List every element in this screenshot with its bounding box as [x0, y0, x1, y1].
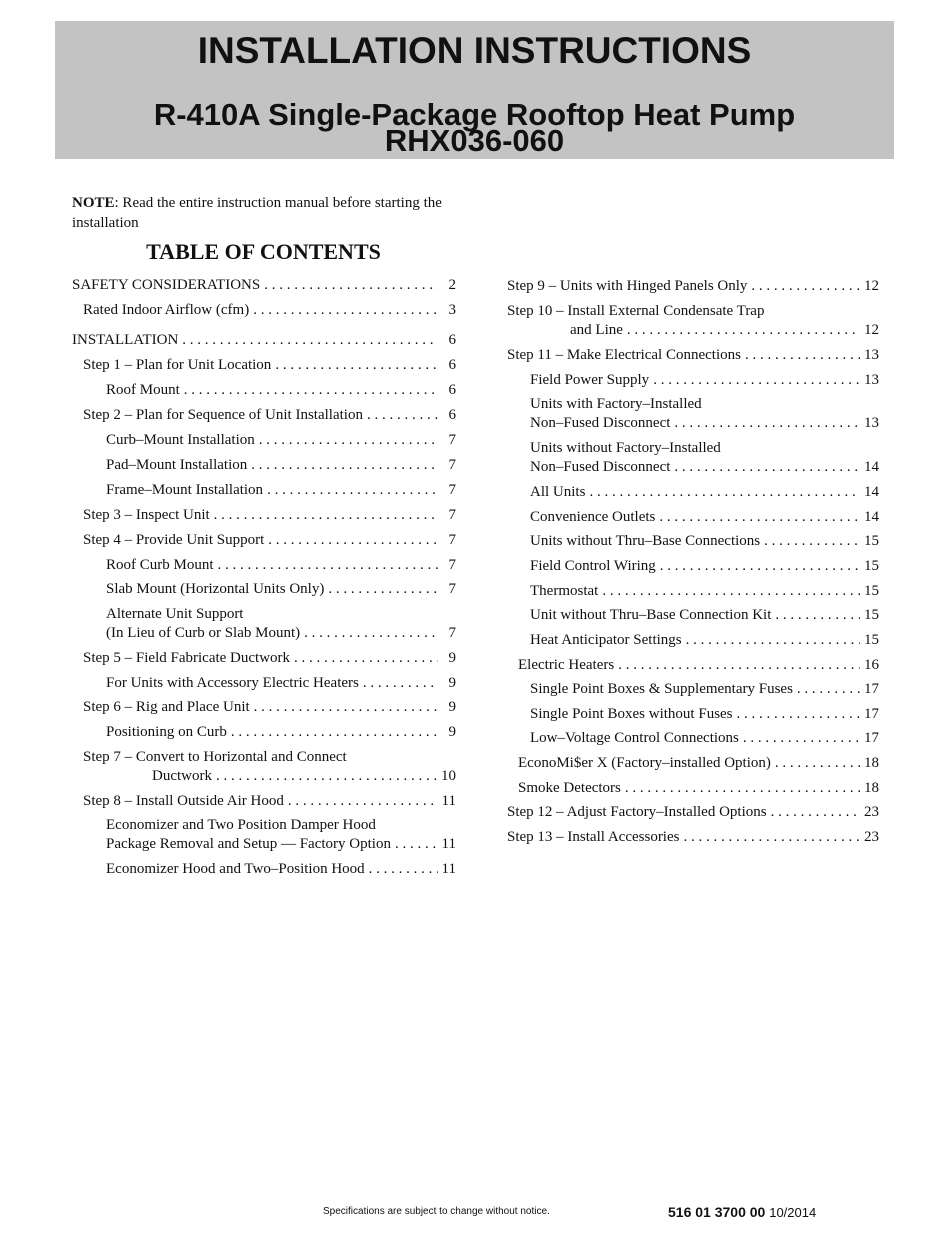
toc-page-number: 14 [864, 509, 879, 525]
toc-entry[interactable] [518, 656, 879, 675]
dot-leader [254, 698, 438, 717]
toc-entry-label: Single Point Boxes & Supplementary Fuses [530, 681, 793, 697]
toc-entry[interactable] [83, 356, 456, 375]
toc-entry-label: Field Control Wiring [530, 558, 656, 574]
toc-entry[interactable] [106, 431, 456, 450]
toc-entry-label: For Units with Accessory Electric Heaters [106, 675, 359, 691]
dot-leader [625, 779, 860, 798]
toc-page-number: 23 [864, 829, 879, 845]
toc-entry[interactable] [106, 381, 456, 400]
footer-catalog [668, 1204, 816, 1220]
toc-entry-label: Smoke Detectors [518, 780, 621, 796]
toc-page-number: 15 [864, 632, 879, 648]
toc-entry-label: Curb–Mount Installation [106, 432, 255, 448]
toc-entry[interactable] [83, 406, 456, 425]
dot-leader [395, 835, 438, 854]
toc-page-number: 15 [864, 533, 879, 549]
toc-entry[interactable] [530, 371, 879, 390]
dot-leader [268, 531, 438, 550]
toc-entry[interactable] [530, 395, 879, 433]
dot-leader [745, 346, 860, 365]
publication-date: 10/2014 [769, 1205, 817, 1220]
dot-leader [686, 631, 860, 650]
note-text: : Read the entire instruction manual before starting the installation [72, 195, 442, 231]
dot-leader [771, 803, 860, 822]
toc-entry-title-line: Units with Factory–Installed [530, 396, 702, 412]
toc-page-number: 18 [864, 755, 879, 771]
toc-entry[interactable] [83, 698, 456, 717]
catalog-number: 516 01 3700 00 [668, 1204, 766, 1220]
toc-entry-label: All Units [530, 484, 586, 500]
toc-entry-title-line: Step 10 – Install External Condensate Trap [507, 303, 765, 319]
toc-entry-label: Heat Anticipator Settings [530, 632, 682, 648]
toc-entry[interactable] [530, 606, 879, 625]
toc-entry-label: Step 4 – Provide Unit Support [83, 532, 265, 548]
dot-leader [182, 331, 438, 350]
model-number: RHX036-060 [384, 123, 565, 158]
toc-entry[interactable] [530, 680, 879, 699]
toc-page-number: 12 [864, 278, 879, 294]
toc-entry-label: Non–Fused Disconnect [530, 415, 671, 431]
toc-page-number: 16 [864, 657, 879, 673]
toc-page-number: 10 [441, 768, 456, 784]
toc-entry[interactable] [83, 649, 456, 668]
toc-entry[interactable] [72, 331, 456, 350]
toc-entry[interactable] [106, 556, 456, 575]
toc-page-number: 14 [864, 484, 879, 500]
dot-leader [367, 406, 438, 425]
toc-entry[interactable] [106, 816, 456, 854]
toc-entry-label: Step 6 – Rig and Place Unit [83, 699, 250, 715]
toc-page-number: 6 [448, 332, 456, 348]
dot-leader [737, 705, 860, 724]
toc-entry[interactable] [530, 483, 879, 502]
toc-entry-label: Step 3 – Inspect Unit [83, 507, 210, 523]
toc-entry[interactable] [106, 580, 456, 599]
toc-page-number: 18 [864, 780, 879, 796]
toc-entry-label: Economizer Hood and Two–Position Hood [106, 861, 365, 877]
toc-page-number: 7 [448, 581, 456, 597]
dot-leader [294, 649, 438, 668]
toc-entry-label: Step 2 – Plan for Sequence of Unit Installation [83, 407, 363, 423]
toc-entry[interactable] [530, 582, 879, 601]
toc-page-number: 11 [441, 836, 456, 852]
toc-entry[interactable] [106, 481, 456, 500]
dot-leader [218, 556, 438, 575]
document-title: INSTALLATION INSTRUCTIONS [197, 30, 752, 71]
toc-entry[interactable] [530, 532, 879, 551]
dot-leader [660, 557, 860, 576]
toc-entry[interactable] [507, 346, 879, 365]
toc-entry-label: Unit without Thru–Base Connection Kit [530, 607, 772, 623]
toc-entry-label: Positioning on Curb [106, 724, 227, 740]
toc-page-number: 9 [448, 724, 456, 740]
toc-entry-label: Rated Indoor Airflow (cfm) [83, 302, 250, 318]
dot-leader [653, 371, 860, 390]
dot-leader [288, 792, 438, 811]
dot-leader [674, 458, 860, 477]
dot-leader [683, 828, 860, 847]
toc-page-number: 17 [864, 681, 879, 697]
dot-leader [602, 582, 860, 601]
dot-leader [184, 381, 438, 400]
dot-leader [797, 680, 860, 699]
toc-entry-label: Non–Fused Disconnect [530, 459, 671, 475]
dot-leader [369, 860, 438, 879]
dot-leader [214, 506, 438, 525]
toc-entry-title-line: Units without Factory–Installed [530, 440, 721, 456]
toc-entry-label: Ductwork [152, 768, 212, 784]
document-subtitle: R-410A Single-Package Rooftop Heat Pump [153, 97, 796, 132]
dot-leader [251, 456, 438, 475]
toc-entry-label: Step 1 – Plan for Unit Location [83, 357, 272, 373]
toc-page-number: 7 [448, 507, 456, 523]
note-label: NOTE [72, 195, 115, 211]
toc-entry[interactable] [530, 705, 879, 724]
toc-page-number: 7 [448, 532, 456, 548]
toc-entry[interactable] [106, 860, 456, 879]
toc-entry-label: Single Point Boxes without Fuses [530, 706, 733, 722]
toc-entry[interactable] [507, 277, 879, 296]
dot-leader [659, 508, 860, 527]
toc-entry-label: Package Removal and Setup — Factory Option [106, 836, 391, 852]
toc-heading: TABLE OF CONTENTS [146, 239, 381, 264]
toc-page-number: 14 [864, 459, 879, 475]
toc-entry[interactable] [530, 508, 879, 527]
toc-page-number: 11 [441, 861, 456, 877]
dot-leader [231, 723, 438, 742]
toc-entry[interactable] [106, 605, 456, 643]
toc-page-number: 7 [448, 482, 456, 498]
toc-entry-label: and Line [570, 322, 623, 338]
dot-leader [328, 580, 438, 599]
dot-leader [764, 532, 860, 551]
footer-note: Specifications are subject to change without notice. [323, 1206, 550, 1217]
toc-page-number: 9 [448, 675, 456, 691]
toc-entry-label: Electric Heaters [518, 657, 615, 673]
toc-page-number: 7 [448, 432, 456, 448]
toc-entry[interactable] [507, 803, 879, 822]
toc-entry[interactable] [72, 276, 456, 295]
dot-leader [267, 481, 438, 500]
toc-page-number: 15 [864, 607, 879, 623]
toc-entry[interactable] [106, 674, 456, 693]
toc-entry[interactable] [507, 828, 879, 847]
toc-page-number: 6 [448, 407, 456, 423]
toc-entry[interactable] [518, 779, 879, 798]
toc-entry[interactable] [83, 792, 456, 811]
toc-page-number: 3 [448, 302, 456, 318]
dot-leader [363, 674, 438, 693]
toc-page-number: 13 [864, 372, 879, 388]
toc-page-number: 17 [864, 730, 879, 746]
toc-entry[interactable] [530, 631, 879, 650]
toc-entry-label: Convenience Outlets [530, 509, 656, 525]
toc-entry-label: Field Power Supply [530, 372, 650, 388]
toc-entry[interactable] [530, 557, 879, 576]
toc-entry-label: Units without Thru–Base Connections [530, 533, 761, 549]
toc-entry[interactable] [507, 302, 879, 340]
toc-entry[interactable] [83, 748, 456, 786]
toc-entry[interactable] [518, 754, 879, 773]
toc-page-number: 23 [864, 804, 879, 820]
toc-page-number: 13 [864, 415, 879, 431]
toc-entry-title-line: Step 7 – Convert to Horizontal and Connect [83, 749, 347, 765]
toc-page-number: 7 [448, 557, 456, 573]
dot-leader [743, 729, 860, 748]
toc-entry-label: Roof Mount [106, 382, 180, 398]
toc-page-number: 9 [448, 699, 456, 715]
toc-entry-label: Thermostat [530, 583, 599, 599]
title-banner [55, 21, 894, 159]
toc-entry[interactable] [530, 439, 879, 477]
toc-page-number: 7 [448, 625, 456, 641]
note [72, 193, 458, 233]
toc-entry[interactable] [106, 456, 456, 475]
toc-page-number: 11 [441, 793, 456, 809]
toc-entry[interactable] [83, 301, 456, 320]
toc-entry-label: Step 9 – Units with Hinged Panels Only [507, 278, 748, 294]
toc-page-number: 13 [864, 347, 879, 363]
toc-entry-title-line: Economizer and Two Position Damper Hood [106, 817, 376, 833]
dot-leader [253, 301, 438, 320]
dot-leader [775, 754, 860, 773]
dot-leader [216, 767, 437, 786]
toc-entry-label: SAFETY CONSIDERATIONS [72, 277, 261, 293]
toc-entry-label: Step 8 – Install Outside Air Hood [83, 793, 284, 809]
dot-leader [627, 321, 860, 340]
dot-leader [751, 277, 860, 296]
toc-entry-label: Step 11 – Make Electrical Connections [507, 347, 741, 363]
toc-entry-label: Step 5 – Field Fabricate Ductwork [83, 650, 291, 666]
toc-entry-label: Roof Curb Mount [106, 557, 214, 573]
dot-leader [275, 356, 438, 375]
toc-entry-label: Low–Voltage Control Connections [530, 730, 739, 746]
toc-entry[interactable] [83, 531, 456, 550]
toc-page-number: 2 [448, 277, 456, 293]
toc-page-number: 7 [448, 457, 456, 473]
toc-page-number: 6 [448, 382, 456, 398]
toc-entry[interactable] [530, 729, 879, 748]
toc-entry[interactable] [106, 723, 456, 742]
toc-entry[interactable] [83, 506, 456, 525]
dot-leader [589, 483, 860, 502]
dot-leader [304, 624, 438, 643]
dot-leader [264, 276, 438, 295]
dot-leader [674, 414, 860, 433]
toc-entry-label: EconoMi$er X (Factory–installed Option) [518, 755, 771, 771]
toc-entry-label: Slab Mount (Horizontal Units Only) [106, 581, 325, 597]
toc-page-number: 9 [448, 650, 456, 666]
toc-page-number: 12 [864, 322, 879, 338]
toc-page-number: 15 [864, 583, 879, 599]
toc-entry-label: Step 13 – Install Accessories [507, 829, 680, 845]
toc-entry-label: Pad–Mount Installation [106, 457, 248, 473]
dot-leader [259, 431, 438, 450]
toc-page-number: 6 [448, 357, 456, 373]
toc-entry-label: Step 12 – Adjust Factory–Installed Options [507, 804, 767, 820]
toc-entry-label: Frame–Mount Installation [106, 482, 264, 498]
toc-entry-label: INSTALLATION [72, 332, 179, 348]
toc-page-number: 15 [864, 558, 879, 574]
toc-entry-title-line: Alternate Unit Support [106, 606, 244, 622]
dot-leader [618, 656, 860, 675]
dot-leader [775, 606, 860, 625]
toc-page-number: 17 [864, 706, 879, 722]
toc-entry-label: (In Lieu of Curb or Slab Mount) [106, 625, 301, 641]
